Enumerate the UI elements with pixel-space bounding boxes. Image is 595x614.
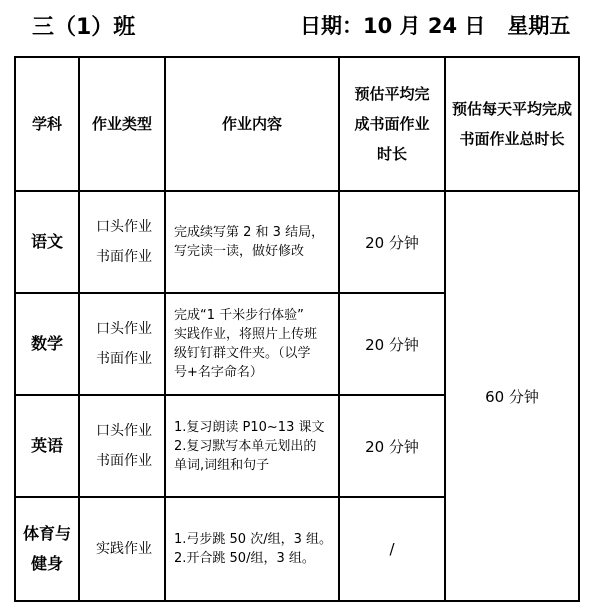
subject-cell: 语文 bbox=[15, 191, 79, 293]
column-header-duration: 预估平均完 成书面作业 时长 bbox=[339, 57, 445, 191]
duration-cell: 20 分钟 bbox=[339, 293, 445, 395]
content-cell: 完成续写第 2 和 3 结局， 写完读一读，做好修改 bbox=[165, 191, 339, 293]
total-duration-cell: 60 分钟 bbox=[445, 191, 579, 601]
type-cell: 口头作业 书面作业 bbox=[79, 395, 165, 497]
homework-table bbox=[14, 56, 580, 602]
type-cell: 实践作业 bbox=[79, 497, 165, 601]
duration-cell: 20 分钟 bbox=[339, 191, 445, 293]
header-row bbox=[15, 57, 579, 191]
content-cell: 完成“1 千米步行体验” 实践作业，将照片上传班 级钉钉群文件夹。（以学 号+名字命名） bbox=[165, 293, 339, 395]
column-header-subject: 学科 bbox=[15, 57, 79, 191]
column-header-type: 作业类型 bbox=[79, 57, 165, 191]
content-cell: 1.弓步跳 50 次/组，3 组。 2.开合跳 50/组，3 组。 bbox=[165, 497, 339, 601]
type-cell: 口头作业 书面作业 bbox=[79, 293, 165, 395]
subject-cell: 数学 bbox=[15, 293, 79, 395]
subject-cell: 英语 bbox=[15, 395, 79, 497]
column-header-content: 作业内容 bbox=[165, 57, 339, 191]
date: 日期：10 月 24 日 bbox=[300, 14, 486, 38]
class-name: 三（1）班 bbox=[32, 15, 136, 40]
column-header-total: 预估每天平均完成 书面作业总时长 bbox=[445, 57, 579, 191]
subject-cell: 体育与 健身 bbox=[15, 497, 79, 601]
header bbox=[0, 0, 595, 50]
weekday: 星期五 bbox=[507, 14, 571, 38]
duration-cell: / bbox=[339, 497, 445, 601]
duration-cell: 20 分钟 bbox=[339, 395, 445, 497]
date-line bbox=[300, 10, 570, 40]
table-row bbox=[15, 191, 579, 293]
type-cell: 口头作业 书面作业 bbox=[79, 191, 165, 293]
content-cell: 1.复习朗读 P10~13 课文 2.复习默写本单元划出的 单词,词组和句子 bbox=[165, 395, 339, 497]
